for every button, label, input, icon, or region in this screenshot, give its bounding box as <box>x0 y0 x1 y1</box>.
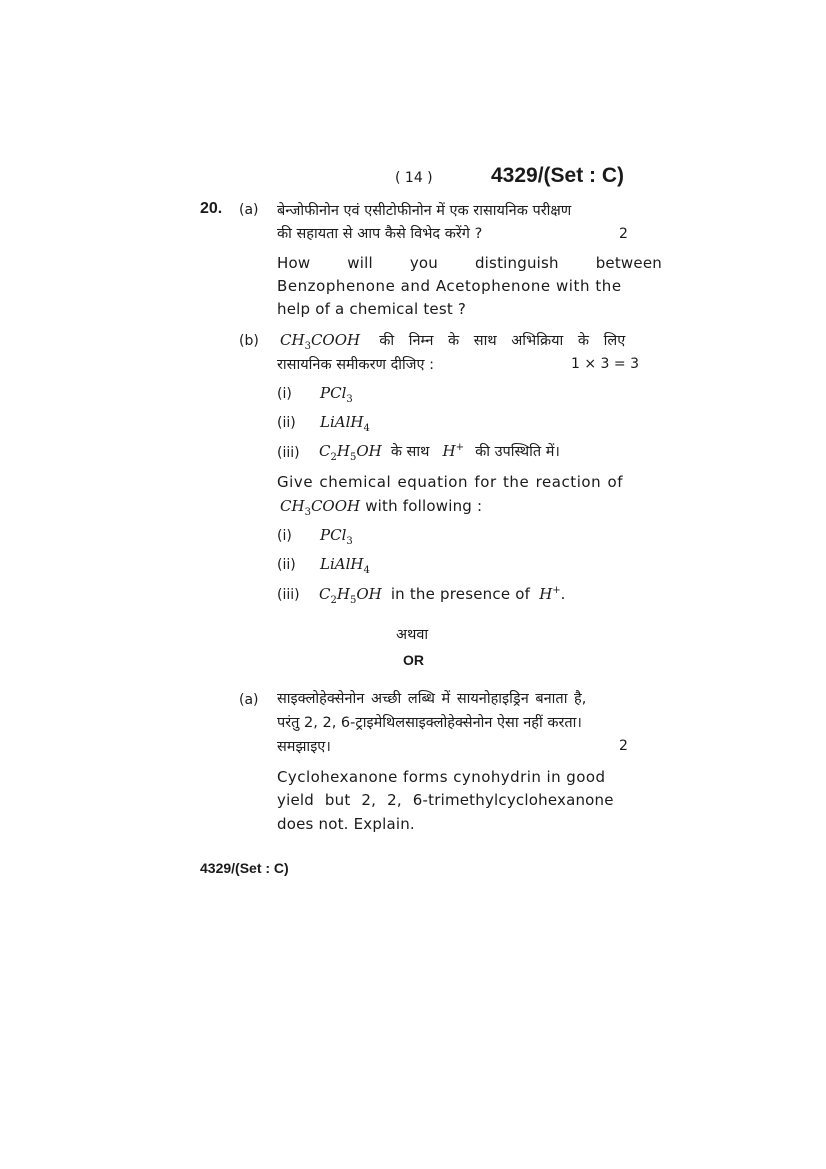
paper-code-footer: 4329/(Set : C) <box>200 860 289 876</box>
part-b-english-item3-label: (iii) <box>277 587 300 603</box>
question-number: 20. <box>200 200 223 217</box>
part-b-english-item3 <box>319 584 566 606</box>
part-a-marks: 2 <box>619 226 628 242</box>
formula-c2h5oh: $C_2H_5OH$ <box>319 442 382 463</box>
or-hindi: अथवा <box>396 627 429 643</box>
part-b-english-item3-mid: in the presence of <box>390 585 531 603</box>
or-part-a-marks: 2 <box>619 738 628 754</box>
part-b-hindi-line1-text: की निम्न के साथ अभिक्रिया के लिए <box>379 333 626 349</box>
or-part-a-hindi-line2: परंतु 2, 2, 6-ट्राइमेथिलसाइक्लोहेक्सेनोन ऐसा नहीं करता। <box>277 715 582 731</box>
part-b-hindi-line2: रासायनिक समीकरण दीजिए : <box>277 357 435 373</box>
part-a-english-line2: Benzophenone and Acetophenone with the <box>277 277 622 295</box>
or-part-a-hindi-line3: समझाइए। <box>277 739 331 755</box>
or-part-a-english-line2: yield but 2, 2, 6-trimethylcyclohexanone <box>277 791 614 809</box>
or-part-a-english-line3: does not. Explain. <box>277 815 415 833</box>
part-b-english-line2-text: with following : <box>365 497 483 515</box>
formula-lialh4-en: LiAlH$_4$ <box>320 555 370 576</box>
part-b-english-item3-end: . <box>560 585 566 603</box>
formula-h-plus-en: H+ <box>539 585 561 603</box>
part-a-label: (a) <box>239 202 259 218</box>
formula-pcl3: PCl$_3$ <box>320 384 353 405</box>
part-b-label: (b) <box>239 333 259 349</box>
part-a-hindi-line2: की सहायता से आप कैसे विभेद करेंगे ? <box>277 226 483 242</box>
part-b-hindi-item3-label: (iii) <box>277 445 300 461</box>
part-b-marks: 1 × 3 = 3 <box>571 356 639 372</box>
part-a-english-line3: help of a chemical test ? <box>277 300 467 318</box>
formula-h-plus: H+ <box>442 442 464 460</box>
part-b-english-item1-label: (i) <box>277 528 292 544</box>
page-number: ( 14 ) <box>395 170 433 186</box>
part-a-hindi-line1: बेन्जोफीनोन एवं एसीटोफीनोन में एक रासायनिक परीक्षण <box>277 203 572 219</box>
part-a-english-line1 <box>277 254 662 272</box>
formula-ch3cooh-en: $CH_3COOH$ <box>280 497 361 518</box>
paper-code-header: 4329/(Set : C) <box>491 164 625 187</box>
part-b-hindi-item2-label: (ii) <box>277 415 296 431</box>
formula-pcl3-en: PCl$_3$ <box>320 526 353 547</box>
part-b-hindi-item3 <box>319 441 560 463</box>
or-english: OR <box>403 652 424 668</box>
formula-ch3cooh: $CH_3COOH$ <box>280 331 361 352</box>
or-part-a-english-line1: Cyclohexanone forms cynohydrin in good <box>277 768 606 786</box>
part-b-english-line1: Give chemical equation for the reaction of <box>277 473 624 491</box>
or-part-a-hindi-line1: साइक्लोहेक्सेनोन अच्छी लब्धि में सायनोहाइड्रिन बनाता है, <box>277 691 587 707</box>
part-b-english-item2-label: (ii) <box>277 557 296 573</box>
part-b-hindi-item3-end: की उपस्थिति में। <box>475 444 560 460</box>
part-b-hindi-item3-mid: के साथ <box>390 444 430 460</box>
part-a-english-line1-text: How will you distinguish between <box>277 254 662 272</box>
part-b-hindi-item1-label: (i) <box>277 386 292 402</box>
part-b-english-line2 <box>280 496 482 518</box>
formula-lialh4: LiAlH$_4$ <box>320 413 370 434</box>
formula-c2h5oh-en: $C_2H_5OH$ <box>319 585 382 606</box>
part-b-hindi-line1 <box>280 330 625 352</box>
or-part-a-label: (a) <box>239 692 259 708</box>
